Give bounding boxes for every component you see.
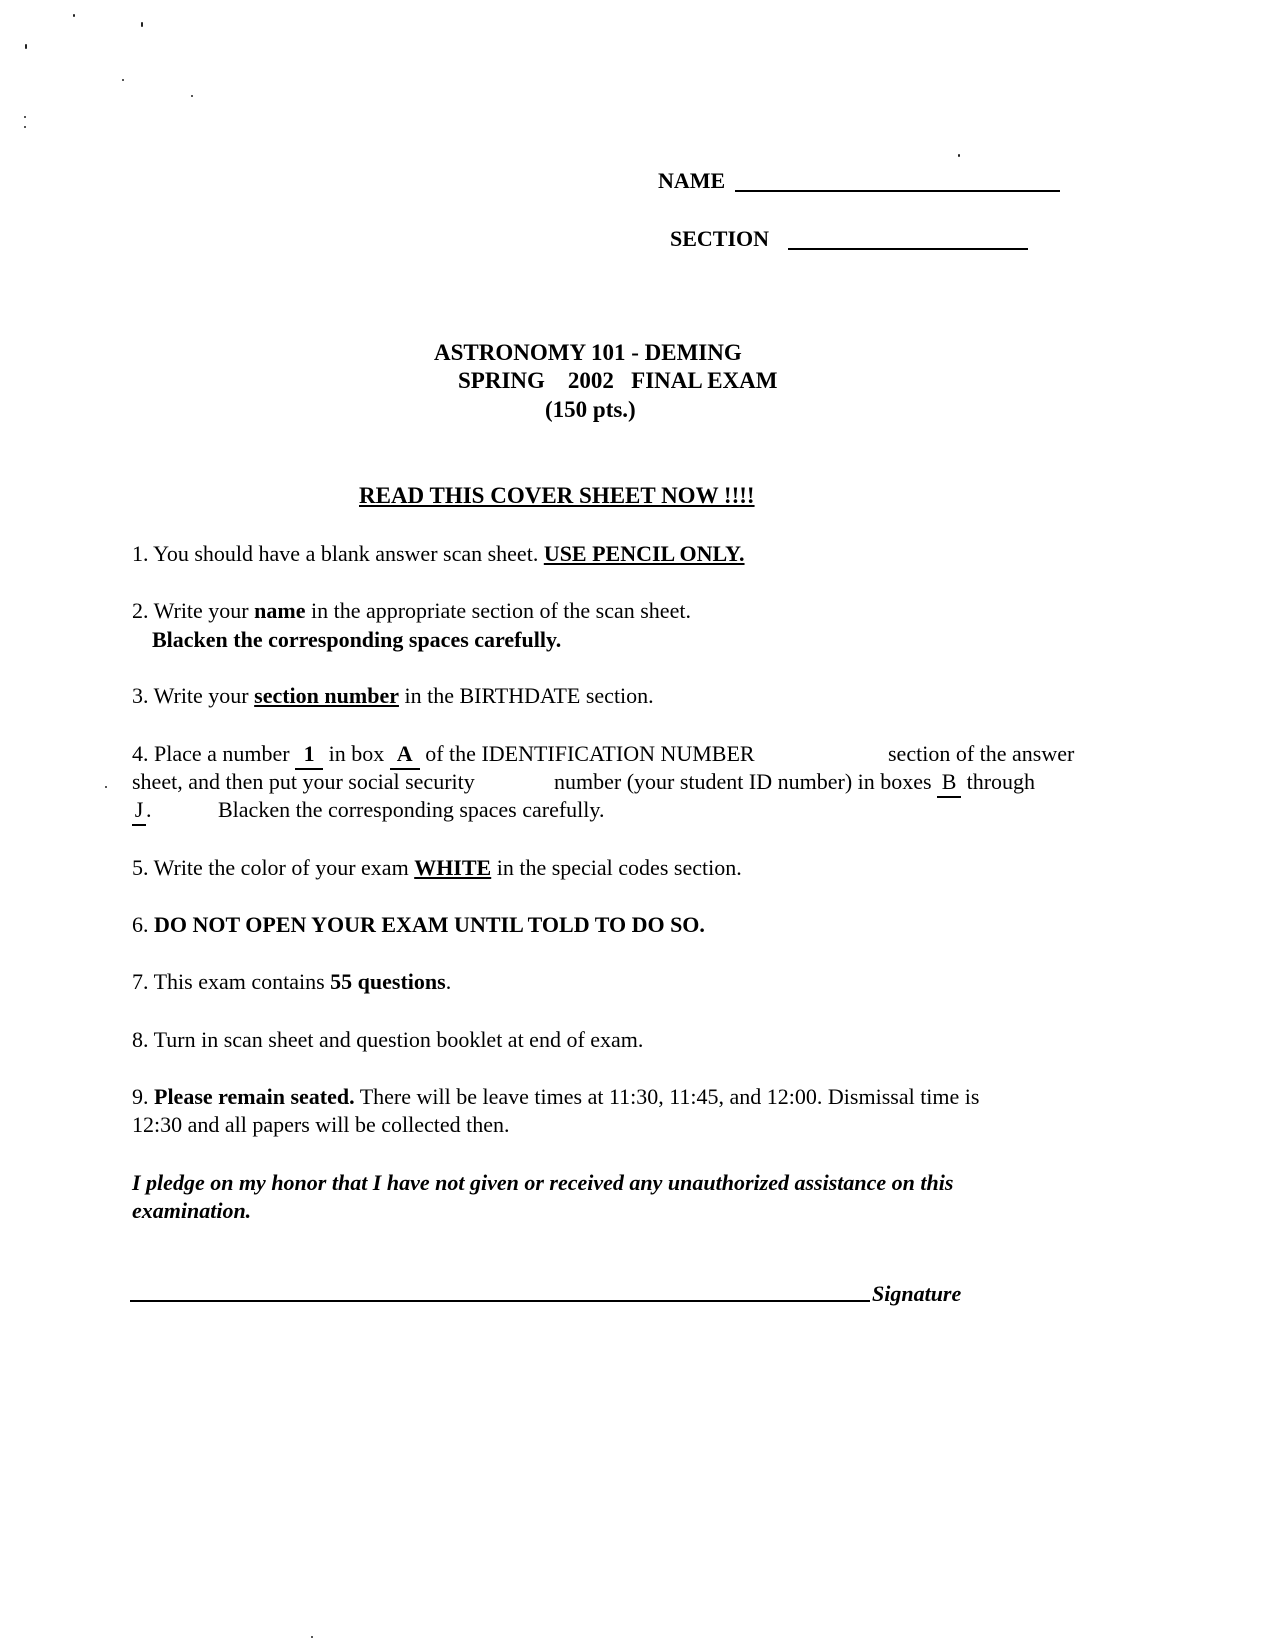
instruction-2-post: in the appropriate section of the scan sheet.	[305, 598, 691, 623]
section-label: SECTION	[670, 226, 770, 251]
instruction-2	[132, 597, 691, 625]
instruction-7	[132, 968, 451, 996]
instruction-9-post: There will be leave times at 11:30, 11:45, and 12:00. Dismissal time is	[354, 1084, 980, 1109]
scan-speck	[105, 786, 107, 788]
scan-speck	[958, 154, 960, 157]
instruction-6-pre: 6.	[132, 912, 154, 937]
instruction-9-line2: 12:30 and all papers will be collected then.	[132, 1112, 510, 1137]
box-a: A	[390, 740, 420, 770]
instruction-2-pre: 2. Write your	[132, 598, 255, 623]
honor-pledge-line1: I pledge on my honor that I have not given or received any unauthorized assistance on this	[132, 1170, 954, 1195]
number-1-box: 1	[295, 740, 323, 770]
instruction-4-mid3: section of the answer	[888, 741, 1075, 766]
instruction-2-name: name	[254, 598, 306, 623]
instruction-4-pre: 4. Place a number	[132, 741, 296, 766]
scan-speck	[311, 1636, 313, 1638]
instruction-4-boxes-text: number (your student ID number) in boxes	[554, 769, 938, 794]
box-b: B	[937, 768, 961, 798]
instruction-7-post: .	[445, 969, 452, 994]
white-emph: WHITE	[414, 855, 492, 880]
instruction-4-blacken: Blacken the corresponding spaces carefully.	[218, 797, 605, 822]
instruction-4-mid2: of the IDENTIFICATION NUMBER	[419, 741, 755, 766]
instruction-9-pre: 9.	[132, 1084, 154, 1109]
instruction-4-line3: J .	[132, 796, 152, 826]
scan-speck	[141, 22, 143, 27]
cover-sheet-heading: READ THIS COVER SHEET NOW !!!!	[359, 483, 755, 508]
instruction-5-post: in the special codes section.	[491, 855, 742, 880]
scan-speck	[25, 44, 27, 49]
signature-field[interactable]	[130, 1300, 870, 1302]
honor-pledge-line2: examination.	[132, 1198, 252, 1223]
instruction-4-line2a: sheet, and then put your social security	[132, 769, 475, 794]
remain-seated: Please remain seated.	[154, 1084, 355, 1109]
instruction-3-post: in the BIRTHDATE section.	[398, 683, 654, 708]
section-field[interactable]	[788, 248, 1028, 250]
instruction-8: 8. Turn in scan sheet and question booklet at end of exam.	[132, 1027, 644, 1052]
instruction-7-pre: 7. This exam contains	[132, 969, 331, 994]
signature-label: Signature	[872, 1281, 962, 1306]
scan-speck	[24, 126, 26, 128]
instruction-3-pre: 3. Write your	[132, 683, 255, 708]
exam-title: SPRING 2002 FINAL EXAM	[458, 368, 778, 393]
scan-speck	[122, 79, 124, 81]
use-pencil-only: USE PENCIL ONLY.	[543, 541, 745, 566]
instruction-5-pre: 5. Write the color of your exam	[132, 855, 415, 880]
course-title: ASTRONOMY 101 - DEMING	[434, 340, 742, 365]
instruction-1	[132, 540, 745, 568]
instruction-1-text: 1. You should have a blank answer scan sheet.	[132, 541, 544, 566]
instruction-4-line2b	[554, 768, 1035, 798]
section-number-emph: section number	[254, 683, 399, 708]
instruction-4-through: through	[961, 769, 1036, 794]
instruction-5	[132, 854, 742, 882]
exam-points: (150 pts.)	[545, 397, 636, 422]
question-count: 55 questions	[330, 969, 446, 994]
scan-speck	[191, 95, 193, 97]
box-j: J	[132, 796, 146, 826]
instruction-4-line1	[132, 740, 755, 770]
scan-speck	[73, 14, 75, 17]
instruction-9	[132, 1083, 979, 1111]
name-label: NAME	[658, 168, 726, 193]
do-not-open-warning: DO NOT OPEN YOUR EXAM UNTIL TOLD TO DO SO.	[154, 912, 705, 937]
instruction-6	[132, 911, 705, 939]
instruction-4-mid1: in box	[323, 741, 390, 766]
instruction-2-blacken: Blacken the corresponding spaces carefully.	[152, 627, 562, 652]
scan-speck	[24, 116, 26, 118]
name-field[interactable]	[735, 190, 1060, 192]
instruction-3	[132, 682, 654, 710]
